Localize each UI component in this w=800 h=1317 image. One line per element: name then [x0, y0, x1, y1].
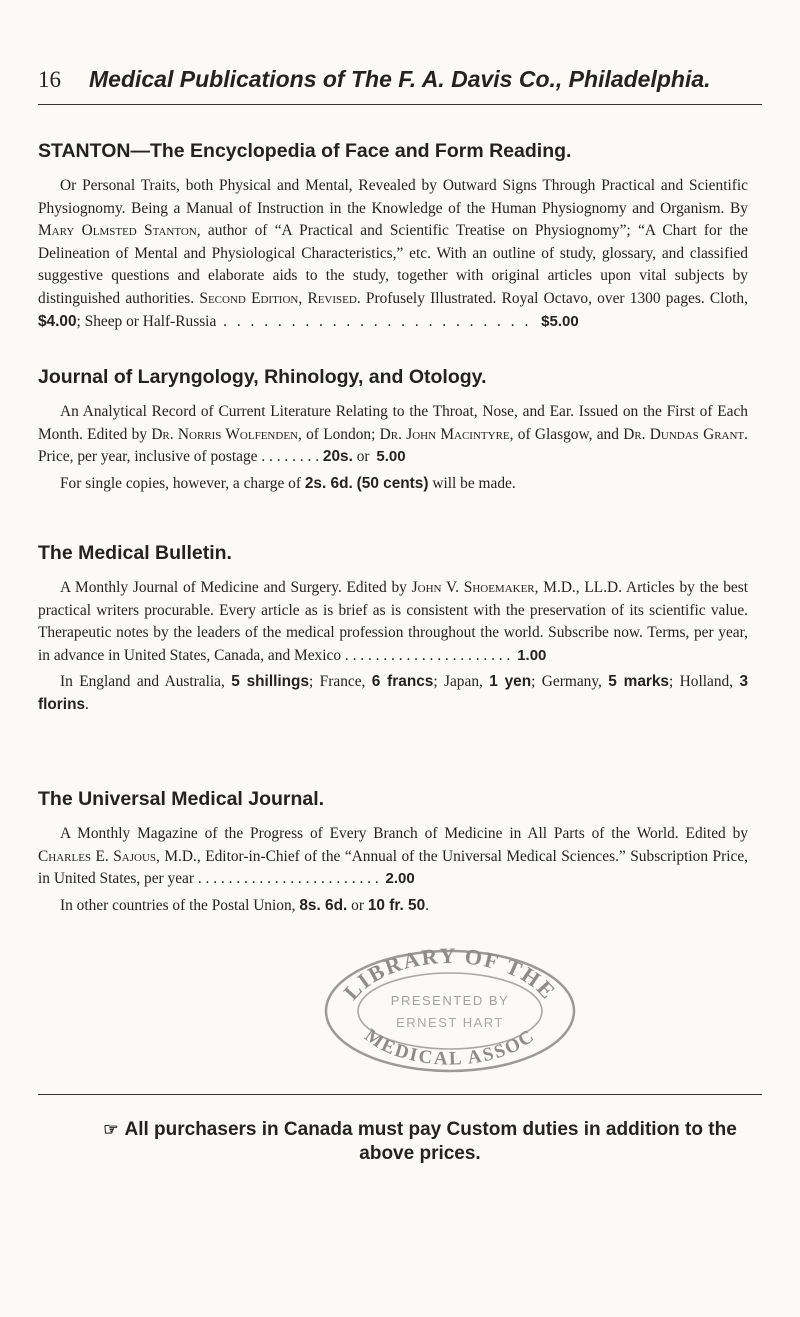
- universal-text-e: .: [425, 896, 430, 914]
- stanton-edition: Second Edition, Revised.: [199, 289, 361, 307]
- universal-entry: [38, 788, 748, 917]
- page-number: 16: [38, 67, 61, 92]
- universal-text-d: or: [347, 896, 368, 914]
- stamp-inner-line-2: ERNEST HART: [396, 1015, 504, 1030]
- customs-notice: [100, 1118, 740, 1166]
- stanton-title: STANTON—The Encyclopedia of Face and Form Reading.: [38, 140, 572, 162]
- universal-title: The Universal Medical Journal.: [38, 788, 325, 810]
- journal-editor-1: Dr. Norris Wolfenden: [151, 425, 298, 443]
- stanton-entry: [38, 140, 748, 333]
- universal-text-c: In other countries of the Postal Union,: [60, 896, 300, 914]
- bulletin-editor: John V. Shoemaker: [411, 579, 535, 596]
- stamp-inner-line-1: PRESENTED BY: [390, 993, 510, 1008]
- journal-text-f: will be made.: [428, 474, 516, 492]
- bulletin-text-g: ; Holland,: [669, 673, 740, 691]
- journal-text-d: . Price, per year, inclusive of postage: [38, 425, 749, 466]
- journal-price-sep: or: [356, 448, 370, 466]
- stanton-text-c: Profusely Illustrated. Royal Octavo, over 1300 pages. Cloth,: [360, 289, 748, 307]
- bulletin-price-france: 6 francs: [371, 673, 434, 691]
- journal-price-uk: 20s.: [322, 448, 353, 466]
- stanton-text-a: Or Personal Traits, both Physical and Mental, Revealed by Outward Signs Through Practical and Scientific Physiognomy. Being a Manual of Instruction in the Knowledge of the Human Physiognomy and Organism. By: [38, 177, 748, 217]
- bulletin-text-b: , M.D., LL.D. Articles by the best practical writers procurable. Every article as is brief as is consistent with the preservation of its scientific value. Therapeutic notes by the leaders of the medical profession throughout the world. Subscribe now. Terms, per year, in advance in United States, Canada, and Mexico: [38, 579, 749, 664]
- universal-editor: Charles E. Sajous: [38, 847, 157, 865]
- bulletin-price-england: 5 shillings: [231, 673, 310, 691]
- universal-text-a: A Monthly Magazine of the Progress of Every Branch of Medicine in All Parts of the World. Edited by: [60, 825, 748, 842]
- header-rule: [38, 104, 762, 105]
- stamp-outer-bottom-text: MEDICAL ASSOC: [360, 1024, 540, 1070]
- journal-editor-3: Dr. Dundas Grant: [623, 425, 745, 443]
- journal-single-us: (50 cents): [356, 474, 429, 492]
- bulletin-text-e: ; Japan,: [433, 673, 490, 691]
- bulletin-text-d: ; France,: [309, 673, 372, 691]
- journal-single-copies: [38, 473, 748, 496]
- bulletin-price-japan: 1 yen: [489, 673, 532, 691]
- stanton-description: Or Personal Traits, both Physical and Mental, Revealed by Outward Signs Through Practical and Scientific Physiognomy. Being a Manual of Instruction in the Knowledge of the Human Physiognomy and Organism. By Mary Olmsted Stanton, author of “A Practical and Scientific Treatise on Physiognomy”; “A Chart for the Delineation of Mental and Physiological Characteristics,” etc. With an outline of study, glossary, and classified suggestive questions and elaborate aids to the study, together with original articles upon vital subjects by distinguished authorities. Second Edition, Revised. Profusely Illustrated. Royal Octavo, over 1300 pages. Cloth, $4.00; Sheep or Half-Russia . . . . . . . . . . . . . . . . . . . . . . . $5.00: [38, 177, 748, 330]
- bulletin-price-holland: 3 florins: [38, 673, 749, 713]
- running-title: Medical Publications of The F. A. Davis Co., Philadelphia.: [89, 66, 711, 92]
- universal-postal-union: [38, 895, 748, 918]
- journal-text-b: , of London;: [297, 425, 380, 443]
- running-head: [38, 66, 758, 93]
- library-stamp: [318, 945, 582, 1075]
- footer-rule: [38, 1094, 762, 1095]
- universal-text-b: , M.D., Editor-in-Chief of the “Annual of the Universal Medical Sciences.” Subscription Price, in United States, per year: [38, 847, 748, 888]
- journal-text-c: , of Glasgow, and: [509, 425, 624, 443]
- stanton-author: Mary Olmsted Stanton: [38, 222, 197, 240]
- stanton-text-b: , author of “A Practical and Scientific Treatise on Physiognomy”; “A Chart for the Delineation of Mental and Physiological Characteristics,” etc. With an outline of study, glossary, and classified suggestive questions and elaborate aids to the study, together with original articles upon vital subjects by distinguished authorities.: [38, 222, 748, 307]
- journal-text-e: For single copies, however, a charge of: [60, 474, 305, 492]
- stamp-outer-top-text: LIBRARY OF THE: [338, 945, 562, 1005]
- universal-description: A Monthly Magazine of the Progress of Every Branch of Medicine in All Parts of the World. Edited by Charles E. Sajous, M.D., Editor-in-Chief of the “Annual of the Universal Medical Sciences.” Subscription Price, in United States, per year . . . . . . . . . . . . . . . . . . . . . . . . 2.00: [38, 825, 748, 888]
- bulletin-text-f: ; Germany,: [531, 673, 609, 691]
- journal-text-a: An Analytical Record of Current Literature Relating to the Throat, Nose, and Ear. Issued on the First of Each Month. Edited by: [38, 403, 748, 443]
- journal-description: An Analytical Record of Current Literature Relating to the Throat, Nose, and Ear. Issued on the First of Each Month. Edited by Dr. Norris Wolfenden, of London; Dr. John Macintyre, of Glasgow, and Dr. Dundas Grant. Price, per year, inclusive of postage . . . . . . . . 20s. or 5.00: [38, 403, 749, 466]
- stanton-price: $5.00: [541, 312, 579, 330]
- bulletin-price-germany: 5 marks: [608, 673, 669, 691]
- universal-price-fr: 10 fr. 50: [367, 896, 426, 914]
- bulletin-text-h: .: [85, 695, 89, 713]
- universal-price-uk: 8s. 6d.: [299, 896, 348, 914]
- journal-title: Journal of Laryngology, Rhinology, and Otology.: [38, 366, 487, 388]
- bulletin-description: A Monthly Journal of Medicine and Surgery. Edited by John V. Shoemaker, M.D., LL.D. Articles by the best practical writers procurable. Every article as is brief as is consistent with the preservation of its scientific value. Therapeutic notes by the leaders of the medical profession throughout the world. Subscribe now. Terms, per year, in advance in United States, Canada, and Mexico . . . . . . . . . . . . . . . . . . . . . . 1.00: [38, 579, 749, 664]
- journal-editor-2: Dr. John Macintyre: [379, 425, 510, 443]
- stanton-cloth-price: $4.00: [38, 312, 77, 330]
- bulletin-price: 1.00: [517, 646, 547, 664]
- bulletin-title: The Medical Bulletin.: [38, 542, 232, 564]
- journal-single-uk: 2s. 6d.: [304, 474, 353, 492]
- bulletin-foreign-prices: [38, 671, 748, 716]
- journal-entry: [38, 366, 748, 495]
- journal-price: 5.00: [376, 448, 406, 466]
- universal-price: 2.00: [385, 870, 415, 888]
- bulletin-text-c: In England and Australia,: [60, 673, 232, 691]
- pointing-hand-icon: ☞: [103, 1120, 119, 1139]
- bulletin-text-a: A Monthly Journal of Medicine and Surgery. Edited by: [60, 579, 412, 596]
- stanton-text-d: ; Sheep or Half-Russia: [76, 312, 217, 330]
- bulletin-entry: [38, 542, 748, 717]
- customs-notice-text: All purchasers in Canada must pay Custom duties in addition to the above prices.: [124, 1119, 737, 1164]
